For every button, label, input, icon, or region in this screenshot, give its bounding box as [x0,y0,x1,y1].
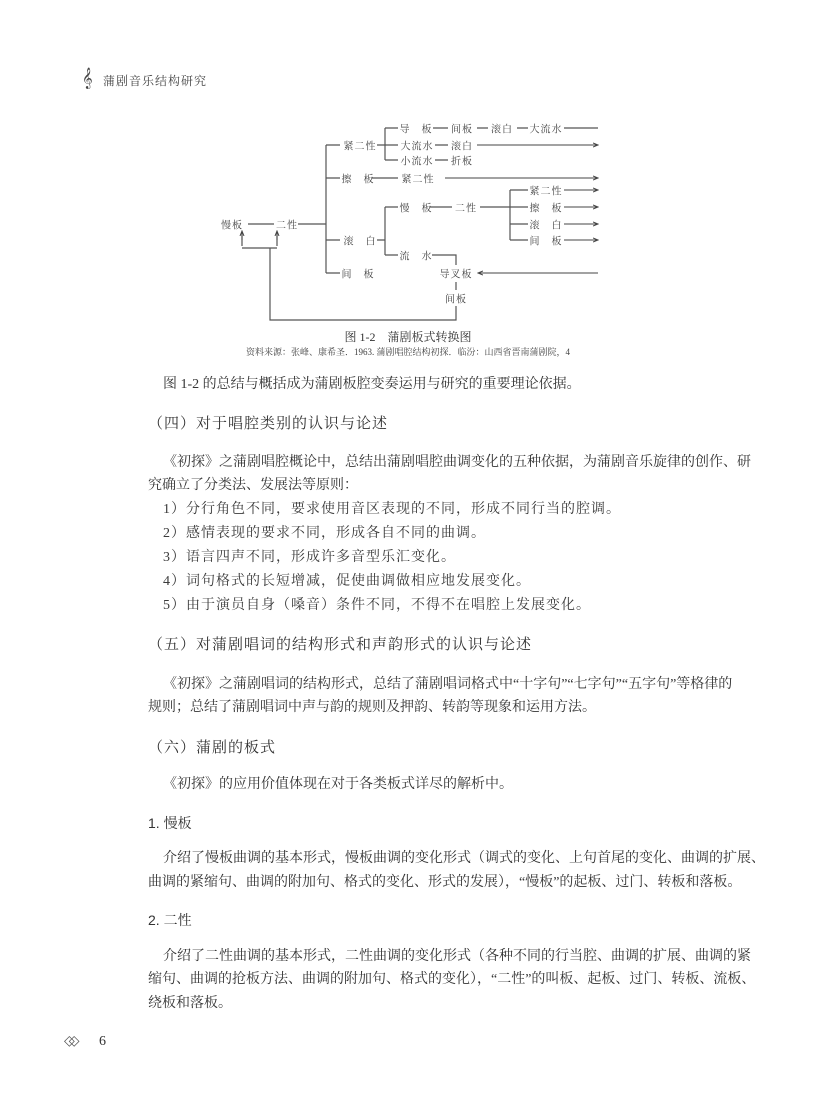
diagram-node: 折板 [451,156,473,168]
paragraph: 《初探》的应用价值体现在对于各类板式详尽的解析中。 [163,777,513,792]
diagram-node: 慢板 [221,220,243,232]
diagram-node: 紧二性 [343,141,377,153]
figure-source: 资料来源：张峰、康希圣．1963. 蒲剧唱腔结构初探．临汾：山西省晋南蒲剧院，4 [245,347,570,357]
diagram-node: 大流水 [400,141,434,153]
diamond-ornament-icon: ◇◇ [64,1034,74,1049]
diagram-node: 滚白 [491,124,513,136]
section-heading: （五）对蒲剧唱词的结构形式和声韵形式的认识与论述 [148,637,533,653]
subsection-heading: 1. 慢板 [148,815,192,831]
section-heading: （四）对于唱腔类别的认识与论述 [148,416,389,432]
diagram-node: 二性 [276,220,298,232]
running-header: 蒲剧音乐结构研究 [103,74,208,88]
diagram-node: 小流水 [400,156,434,168]
list-item: 1）分行角色不同，要求使用音区表现的不同，形成不同行当的腔调。 [163,502,621,517]
diagram-node: 二性 [455,203,477,215]
list-item: 5）由于演员自身（嗓音）条件不同，不得不在唱腔上发展变化。 [163,598,591,613]
diagram-node: 大流水 [529,124,563,136]
paragraph-line: 绕板和落板。 [148,996,232,1011]
diagram-node: 间板 [445,294,467,306]
diagram-node: 间 板 [341,269,375,281]
diagram-node: 擦 板 [341,174,375,186]
paragraph-line: 缩句、曲调的抢板方法、曲调的附加句、格式的变化），“二性”的叫板、起板、过门、转板、流板、 [148,972,756,987]
diagram-node: 间 板 [529,236,563,248]
paragraph: 图 1-2 的总结与概括成为蒲剧板腔变奏运用与研究的重要理论依据。 [163,377,581,392]
paragraph-line: 曲调的紧缩句、曲调的附加句、格式的变化、形式的发展），“慢板”的起板、过门、转板和落板。 [148,875,742,890]
treble-clef-icon: 𝄞 [82,68,93,88]
section-heading: （六）蒲剧的板式 [148,740,277,756]
paragraph-line: 介绍了慢板曲调的基本形式，慢板曲调的变化形式（调式的变化、上句首尾的变化、曲调的扩展、 [163,851,765,866]
diagram-node: 滚 白 [529,220,563,232]
diagram-node: 滚 白 [343,236,377,248]
paragraph-line: 规则；总结了蒲剧唱词中声与韵的规则及押韵、转韵等现象和运用方法。 [148,700,596,715]
diagram-node: 导 板 [399,124,433,136]
paragraph-line: 《初探》之蒲剧唱腔概论中，总结出蒲剧唱腔曲调变化的五种依据，为蒲剧音乐旋律的创作、研 [163,455,751,470]
paragraph-line: 介绍了二性曲调的基本形式，二性曲调的变化形式（各种不同的行当腔、曲调的扩展、曲调的紧 [163,949,751,964]
diagram-node: 导叉板 [439,269,473,281]
diagram-node: 紧二性 [529,186,563,198]
paragraph-line: 究确立了分类法、发展法等原则： [148,478,358,493]
diagram-node: 慢 板 [399,203,433,215]
page-number: 6 [99,1034,106,1049]
paragraph-line: 《初探》之蒲剧唱词的结构形式，总结了蒲剧唱词格式中“十字句”“七字句”“五字句”等格律的 [163,677,733,692]
diagram-node: 流 水 [399,251,433,263]
diagram-node: 间板 [451,124,473,136]
list-item: 4）词句格式的长短增减，促使曲调做相应地发展变化。 [163,574,531,589]
list-item: 2）感情表现的要求不同，形成各自不同的曲调。 [163,526,486,541]
figure-caption: 图 1-2 蒲剧板式转换图 [344,330,472,344]
diagram-node: 紧二性 [401,174,435,186]
diagram-node: 滚白 [451,141,473,153]
diagram-node: 擦 板 [529,203,563,215]
subsection-heading: 2. 二性 [148,912,192,928]
list-item: 3）语言四声不同，形成许多音型乐汇变化。 [163,550,456,565]
